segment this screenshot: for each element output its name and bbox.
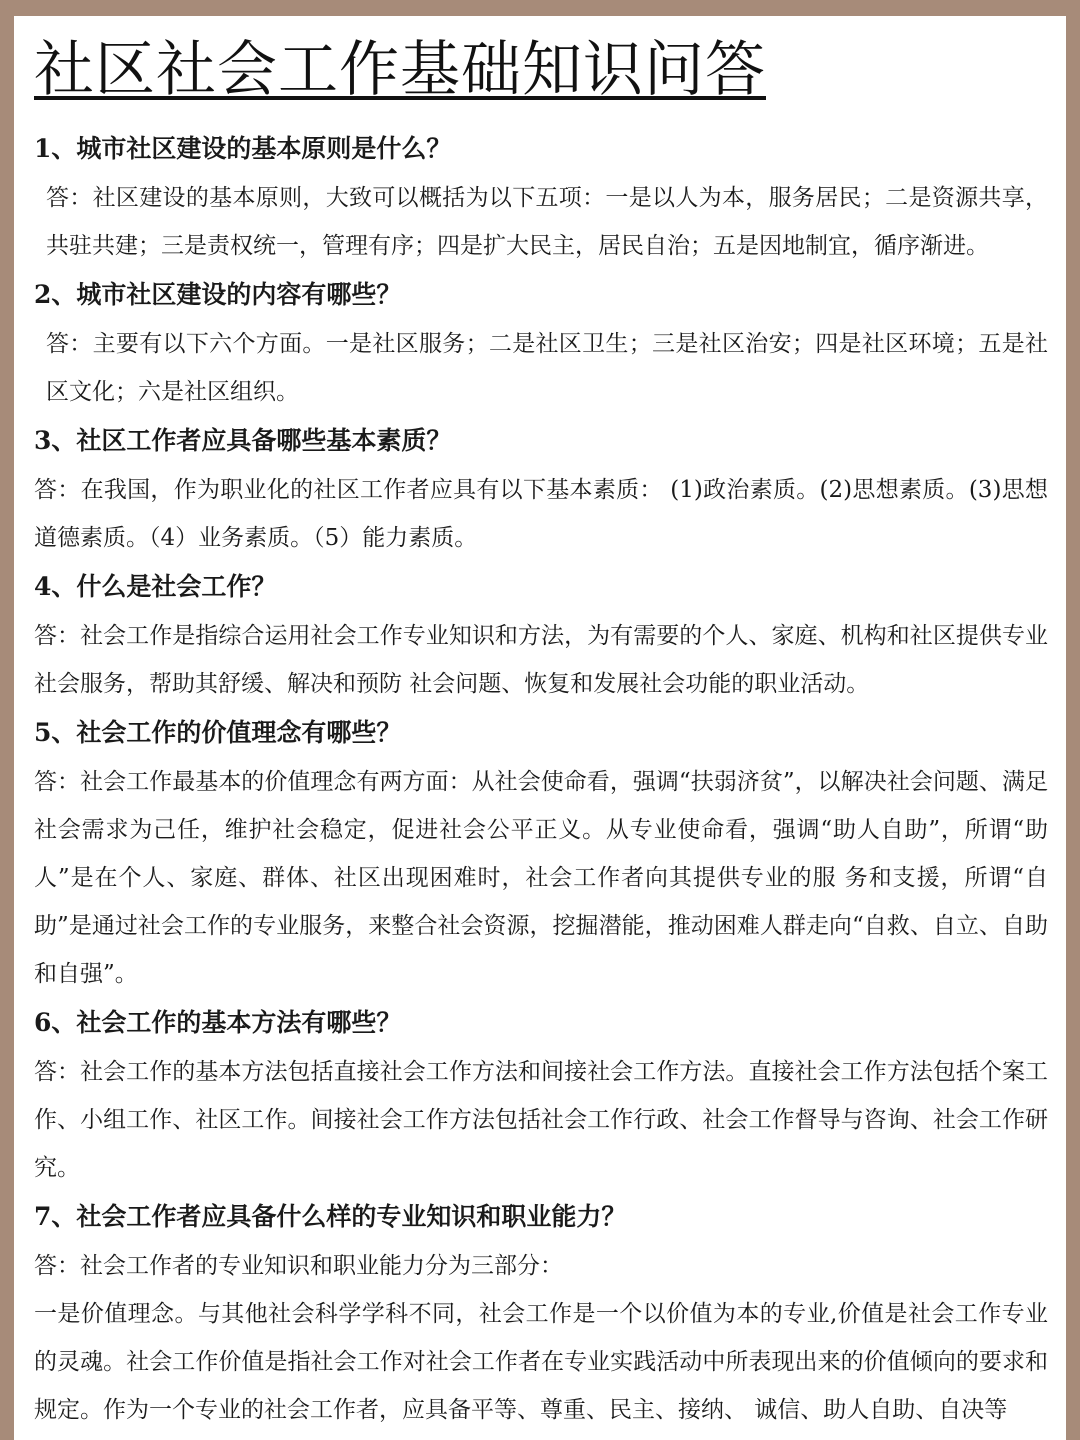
qa-item-4 bbox=[34, 562, 1048, 708]
qa-item-1 bbox=[34, 124, 1048, 270]
qa-item-2 bbox=[34, 270, 1048, 416]
qa-item-5 bbox=[34, 708, 1048, 998]
qa-item-7 bbox=[34, 1192, 1048, 1434]
document-page bbox=[14, 16, 1066, 1440]
question-5: 5、社会工作的价值理念有哪些？ bbox=[34, 718, 402, 747]
answer-4: 答：社会工作是指综合运用社会工作专业知识和方法，为有需要的个人、家庭、机构和社区提供专业社会服务，帮助其舒缓、解决和预防 社会问题、恢复和发展社会功能的职业活动。 bbox=[34, 623, 1048, 697]
answer-5: 答：社会工作最基本的价值理念有两方面：从社会使命看，强调“扶弱济贫”，以解决社会问题、满足社会需求为己任，维护社会稳定，促进社会公平正义。从专业使命看，强调“助人自助”，所谓“助人”是在个人、家庭、群体、社区出现困难时，社会工作者向其提供专业的服 务和支援，所谓“自助”是通过社会工作的专业服务，来整合社会资源，挖掘潜能，推动困难人群走向“自救、自立、自助和自强”。 bbox=[34, 769, 1048, 987]
question-3: 3、社区工作者应具备哪些基本素质？ bbox=[34, 426, 452, 455]
question-7: 7、社会工作者应具备什么样的专业知识和职业能力？ bbox=[34, 1202, 627, 1231]
question-4: 4、什么是社会工作？ bbox=[34, 572, 277, 601]
qa-item-3 bbox=[34, 416, 1048, 562]
answer-1: 答：社区建设的基本原则，大致可以概括为以下五项：一是以人为本，服务居民；二是资源共享，共驻共建；三是责权统一，管理有序；四是扩大民主，居民自治；五是因地制宜，循序渐进。 bbox=[46, 185, 1048, 259]
answer-6: 答：社会工作的基本方法包括直接社会工作方法和间接社会工作方法。直接社会工作方法包括个案工作、小组工作、社区工作。间接社会工作方法包括社会工作行政、社会工作督导与咨询、社会工作研究。 bbox=[34, 1059, 1048, 1181]
answer-7-part-1: 一是价值理念。与其他社会科学学科不同，社会工作是一个以价值为本的专业,价值是社会工作专业的灵魂。社会工作价值是指社会工作对社会工作者在专业实践活动中所表现出来的价值倾向的要求和规定。作为一个专业的社会工作者，应具备平等、尊重、民主、接纳、 诚信、助人自助、自决等 bbox=[34, 1301, 1048, 1423]
answer-7: 答：社会工作者的专业知识和职业能力分为三部分： bbox=[34, 1253, 563, 1279]
answer-3: 答：在我国，作为职业化的社区工作者应具有以下基本素质： (1)政治素质。(2)思想素质。(3)思想道德素质。（4）业务素质。（5）能力素质。 bbox=[34, 477, 1048, 551]
question-6: 6、社会工作的基本方法有哪些？ bbox=[34, 1008, 402, 1037]
qa-item-6 bbox=[34, 998, 1048, 1192]
question-2: 2、城市社区建设的内容有哪些？ bbox=[34, 280, 402, 309]
page-title: 社区社会工作基础知识问答 bbox=[34, 35, 766, 105]
question-1: 1、城市社区建设的基本原则是什么？ bbox=[34, 134, 452, 163]
qa-list bbox=[34, 124, 1048, 1434]
answer-2: 答：主要有以下六个方面。一是社区服务；二是社区卫生；三是社区治安；四是社区环境；五是社区文化；六是社区组织。 bbox=[46, 331, 1048, 405]
